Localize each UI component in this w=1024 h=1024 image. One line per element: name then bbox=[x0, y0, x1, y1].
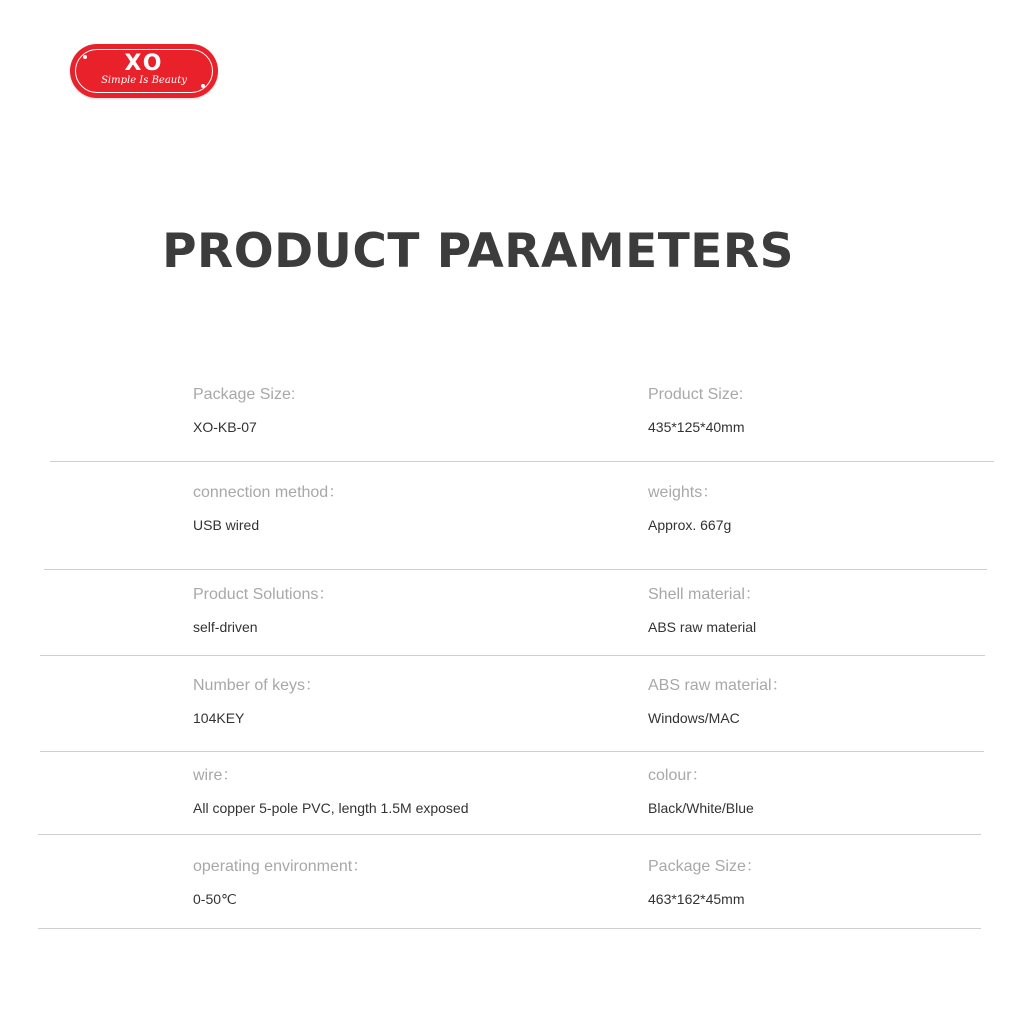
param-value: All copper 5-pole PVC, length 1.5M exposed bbox=[193, 800, 469, 816]
param-value: 435*125*40mm bbox=[648, 419, 745, 435]
param-cell bbox=[648, 766, 754, 817]
param-value: XO-KB-07 bbox=[193, 419, 257, 435]
param-value: Black/White/Blue bbox=[648, 800, 754, 816]
param-label: Package Size: bbox=[193, 386, 296, 403]
param-value: Windows/MAC bbox=[648, 710, 740, 726]
logo-tagline: Simple Is Beauty bbox=[101, 75, 187, 86]
param-label: Shell material： bbox=[648, 586, 761, 603]
param-cell bbox=[648, 676, 788, 727]
row-divider bbox=[38, 928, 981, 929]
row-divider bbox=[38, 834, 981, 835]
param-value: self-driven bbox=[193, 619, 258, 635]
xo-logo bbox=[70, 44, 218, 98]
param-label: Product Solutions： bbox=[193, 586, 335, 603]
row-divider bbox=[50, 461, 994, 462]
param-label: Product Size: bbox=[648, 386, 744, 403]
param-label: Package Size： bbox=[648, 858, 762, 875]
param-cell bbox=[648, 857, 762, 908]
param-cell bbox=[193, 676, 321, 727]
row-divider bbox=[44, 569, 987, 570]
param-cell bbox=[193, 766, 469, 817]
param-label: connection method： bbox=[193, 484, 345, 501]
param-cell bbox=[193, 585, 334, 636]
row-divider bbox=[40, 655, 985, 656]
row-divider bbox=[40, 751, 984, 752]
param-cell bbox=[648, 385, 745, 436]
param-cell bbox=[648, 483, 731, 534]
param-value: USB wired bbox=[193, 517, 260, 533]
param-cell bbox=[193, 385, 295, 436]
param-label: wire： bbox=[193, 767, 239, 784]
param-value: 463*162*45mm bbox=[648, 891, 745, 907]
param-cell bbox=[193, 483, 344, 534]
param-value: Approx. 667g bbox=[648, 517, 732, 533]
param-value: ABS raw material bbox=[648, 619, 757, 635]
param-label: ABS raw material： bbox=[648, 677, 788, 694]
logo-mark: XO bbox=[124, 51, 164, 76]
param-cell bbox=[648, 585, 761, 636]
param-value: 104KEY bbox=[193, 710, 245, 726]
param-value: 0-50℃ bbox=[193, 891, 237, 907]
param-label: Number of keys： bbox=[193, 677, 322, 694]
param-cell bbox=[193, 857, 368, 908]
page-title: PRODUCT PARAMETERS bbox=[162, 224, 794, 279]
param-label: weights： bbox=[648, 484, 719, 501]
param-label: operating environment： bbox=[193, 858, 369, 875]
param-label: colour： bbox=[648, 767, 708, 784]
